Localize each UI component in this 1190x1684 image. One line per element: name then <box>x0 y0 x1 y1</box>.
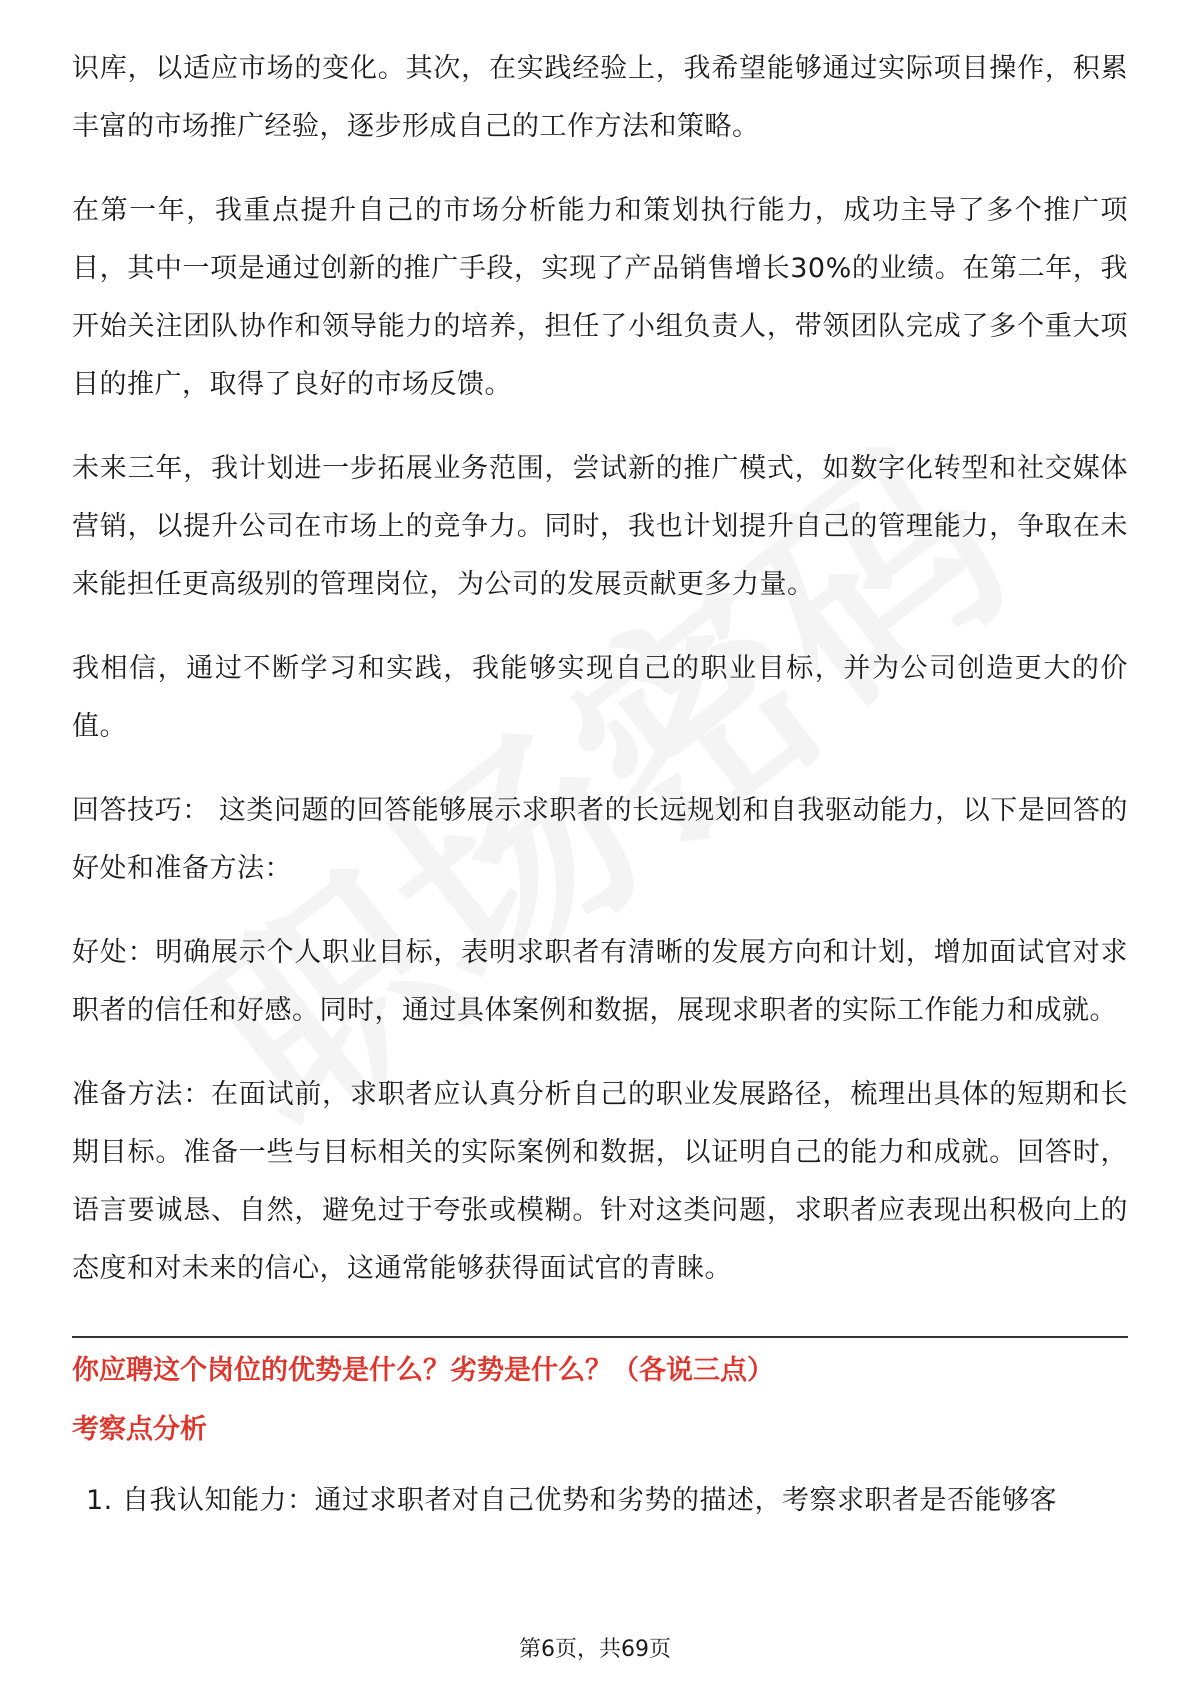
list-item <box>72 1474 1128 1528</box>
paragraph-benefits: 好处：明确展示个人职业目标，表明求职者有清晰的发展方向和计划，增加面试官对求职者的信任和好感。同时，通过具体案例和数据，展现求职者的实际工作能力和成就。 <box>72 937 1128 1026</box>
paragraph-learning-plan: 识库，以适应市场的变化。其次，在实践经验上，我希望能够通过实际项目操作，积累丰富的市场推广经验，逐步形成自己的工作方法和策略。 <box>72 53 1128 142</box>
section-divider <box>72 1336 1128 1338</box>
paragraph-preparation: 准备方法：在面试前，求职者应认真分析自己的职业发展路径，梳理出具体的短期和长期目标。准备一些与目标相关的实际案例和数据，以证明自己的能力和成就。回答时，语言要诚恳、自然，避免过于夸张或模糊。针对这类问题，求职者应表现出积极向上的态度和对未来的信心，这通常能够获得面试官的青睐。 <box>72 1079 1128 1284</box>
list-item-number: 1. <box>86 1485 113 1516</box>
paragraph-conclusion: 我相信，通过不断学习和实践，我能够实现自己的职业目标，并为公司创造更大的价值。 <box>72 653 1128 742</box>
list-item-text: 自我认知能力：通过求职者对自己优势和劣势的描述，考察求职者是否能够客 <box>122 1485 1057 1516</box>
paragraph-past-achievements: 在第一年，我重点提升自己的市场分析能力和策划执行能力，成功主导了多个推广项目，其中一项是通过创新的推广手段，实现了产品销售增长30%的业绩。在第二年，我开始关注团队协作和领导能力的培养，担任了小组负责人，带领团队完成了多个重大项目的推广，取得了良好的市场反馈。 <box>72 195 1128 400</box>
question-title: 你应聘这个岗位的优势是什么？劣势是什么？（各说三点） <box>72 1355 774 1386</box>
page-footer: 第6页，共69页 <box>519 1637 671 1662</box>
question-subtitle: 考察点分析 <box>72 1414 207 1445</box>
paragraph-answer-tips: 回答技巧： 这类问题的回答能够展示求职者的长远规划和自我驱动能力，以下是回答的好处和准备方法： <box>72 795 1128 884</box>
analysis-list <box>72 1474 1128 1528</box>
paragraph-future-plan: 未来三年，我计划进一步拓展业务范围，尝试新的推广模式，如数字化转型和社交媒体营销，以提升公司在市场上的竞争力。同时，我也计划提升自己的管理能力，争取在未来能担任更高级别的管理岗位，为公司的发展贡献更多力量。 <box>72 453 1128 600</box>
page-content <box>72 40 1128 1528</box>
